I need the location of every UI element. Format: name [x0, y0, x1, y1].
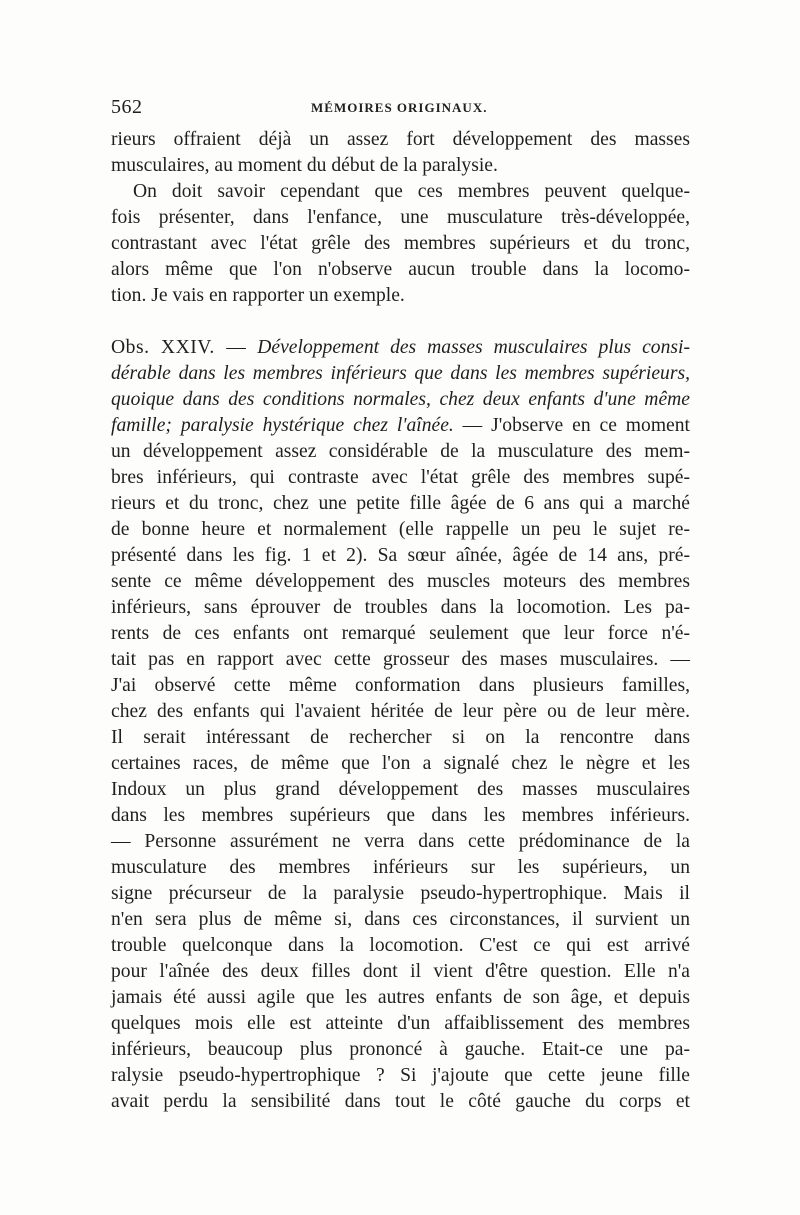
text-line: On doit savoir cependant que ces membres peuvent quelque-	[133, 181, 690, 202]
running-head: MÉMOIRES ORIGINAUX.	[311, 100, 488, 115]
text-line: rents de ces enfants ont remarqué seulement que leur force n'é-	[111, 623, 690, 644]
text-line: tait pas en rapport avec cette grosseur des mases musculaires. —	[111, 649, 690, 670]
observation-title-end: famille; paralysie hystérique chez l'aînée.	[111, 415, 454, 436]
body-text	[111, 127, 690, 1115]
text-line: avait perdu la sensibilité dans tout le côté gauche du corps et	[111, 1091, 690, 1112]
observation-title-line: dérable dans les membres inférieurs que dans les membres supérieurs,	[111, 363, 690, 384]
observation-label: Obs. XXIV. —	[111, 337, 247, 358]
paragraph-gap	[111, 309, 690, 335]
text-line: chez des enfants qui l'avaient héritée de leur père ou de leur mère.	[111, 701, 690, 722]
text-line: inférieurs, sans éprouver de troubles dans la locomotion. Les pa-	[111, 597, 690, 618]
text-line: inférieurs, beaucoup plus prononcé à gauche. Etait-ce une pa-	[111, 1039, 690, 1060]
observation-title-line	[111, 413, 690, 439]
text-line: certaines races, de même que l'on a signalé chez le nègre et les	[111, 753, 690, 774]
observation-text-start: — J'observe en ce moment	[453, 415, 690, 436]
text-line: Il serait intéressant de rechercher si on la rencontre dans	[111, 727, 690, 748]
observation-title-line	[111, 335, 690, 361]
text-line: sente ce même développement des muscles moteurs des membres	[111, 571, 690, 592]
text-line: dans les membres supérieurs que dans les membres inférieurs.	[111, 805, 690, 826]
text-line: musculaires, au moment du début de la paralysie.	[111, 155, 498, 176]
text-line: fois présenter, dans l'enfance, une musculature très-développée,	[111, 207, 690, 228]
text-line: rieurs et du tronc, chez une petite fille âgée de 6 ans qui a marché	[111, 493, 690, 514]
text-line: ralysie pseudo-hypertrophique ? Si j'ajoute que cette jeune fille	[111, 1065, 690, 1086]
text-line: rieurs offraient déjà un assez fort développement des masses	[111, 129, 690, 150]
text-line: — Personne assurément ne verra dans cette prédominance de la	[111, 831, 690, 852]
text-line: jamais été aussi agile que les autres enfants de son âge, et depuis	[111, 987, 690, 1008]
text-line: pour l'aînée des deux filles dont il vient d'être question. Elle n'a	[111, 961, 690, 982]
text-line: de bonne heure et normalement (elle rappelle un peu le sujet re-	[111, 519, 690, 540]
text-line: présenté dans les fig. 1 et 2). Sa sœur aînée, âgée de 14 ans, pré-	[111, 545, 690, 566]
text-line: musculature des membres inférieurs sur les supérieurs, un	[111, 857, 690, 878]
text-line: signe précurseur de la paralysie pseudo-hypertrophique. Mais il	[111, 883, 690, 904]
page-number: 562	[111, 96, 143, 118]
observation-title: Développement des masses musculaires plus consi-	[257, 337, 690, 358]
text-line: n'en sera plus de même si, dans ces circonstances, il survient un	[111, 909, 690, 930]
text-line: contrastant avec l'état grêle des membres supérieurs et du tronc,	[111, 233, 690, 254]
text-line: un développement assez considérable de la musculature des mem-	[111, 441, 690, 462]
text-line: alors même que l'on n'observe aucun trouble dans la locomo-	[111, 259, 690, 280]
text-line: trouble quelconque dans la locomotion. C'est ce qui est arrivé	[111, 935, 690, 956]
text-line: Indoux un plus grand développement des masses musculaires	[111, 779, 690, 800]
text-line: bres inférieurs, qui contraste avec l'état grêle des membres supé-	[111, 467, 690, 488]
text-line: J'ai observé cette même conformation dans plusieurs familles,	[111, 675, 690, 696]
text-line: quelques mois elle est atteinte d'un affaiblissement des membres	[111, 1013, 690, 1034]
observation-title-line: quoique dans des conditions normales, chez deux enfants d'une même	[111, 389, 690, 410]
text-line: tion. Je vais en rapporter un exemple.	[111, 285, 405, 306]
page-header	[111, 96, 691, 126]
